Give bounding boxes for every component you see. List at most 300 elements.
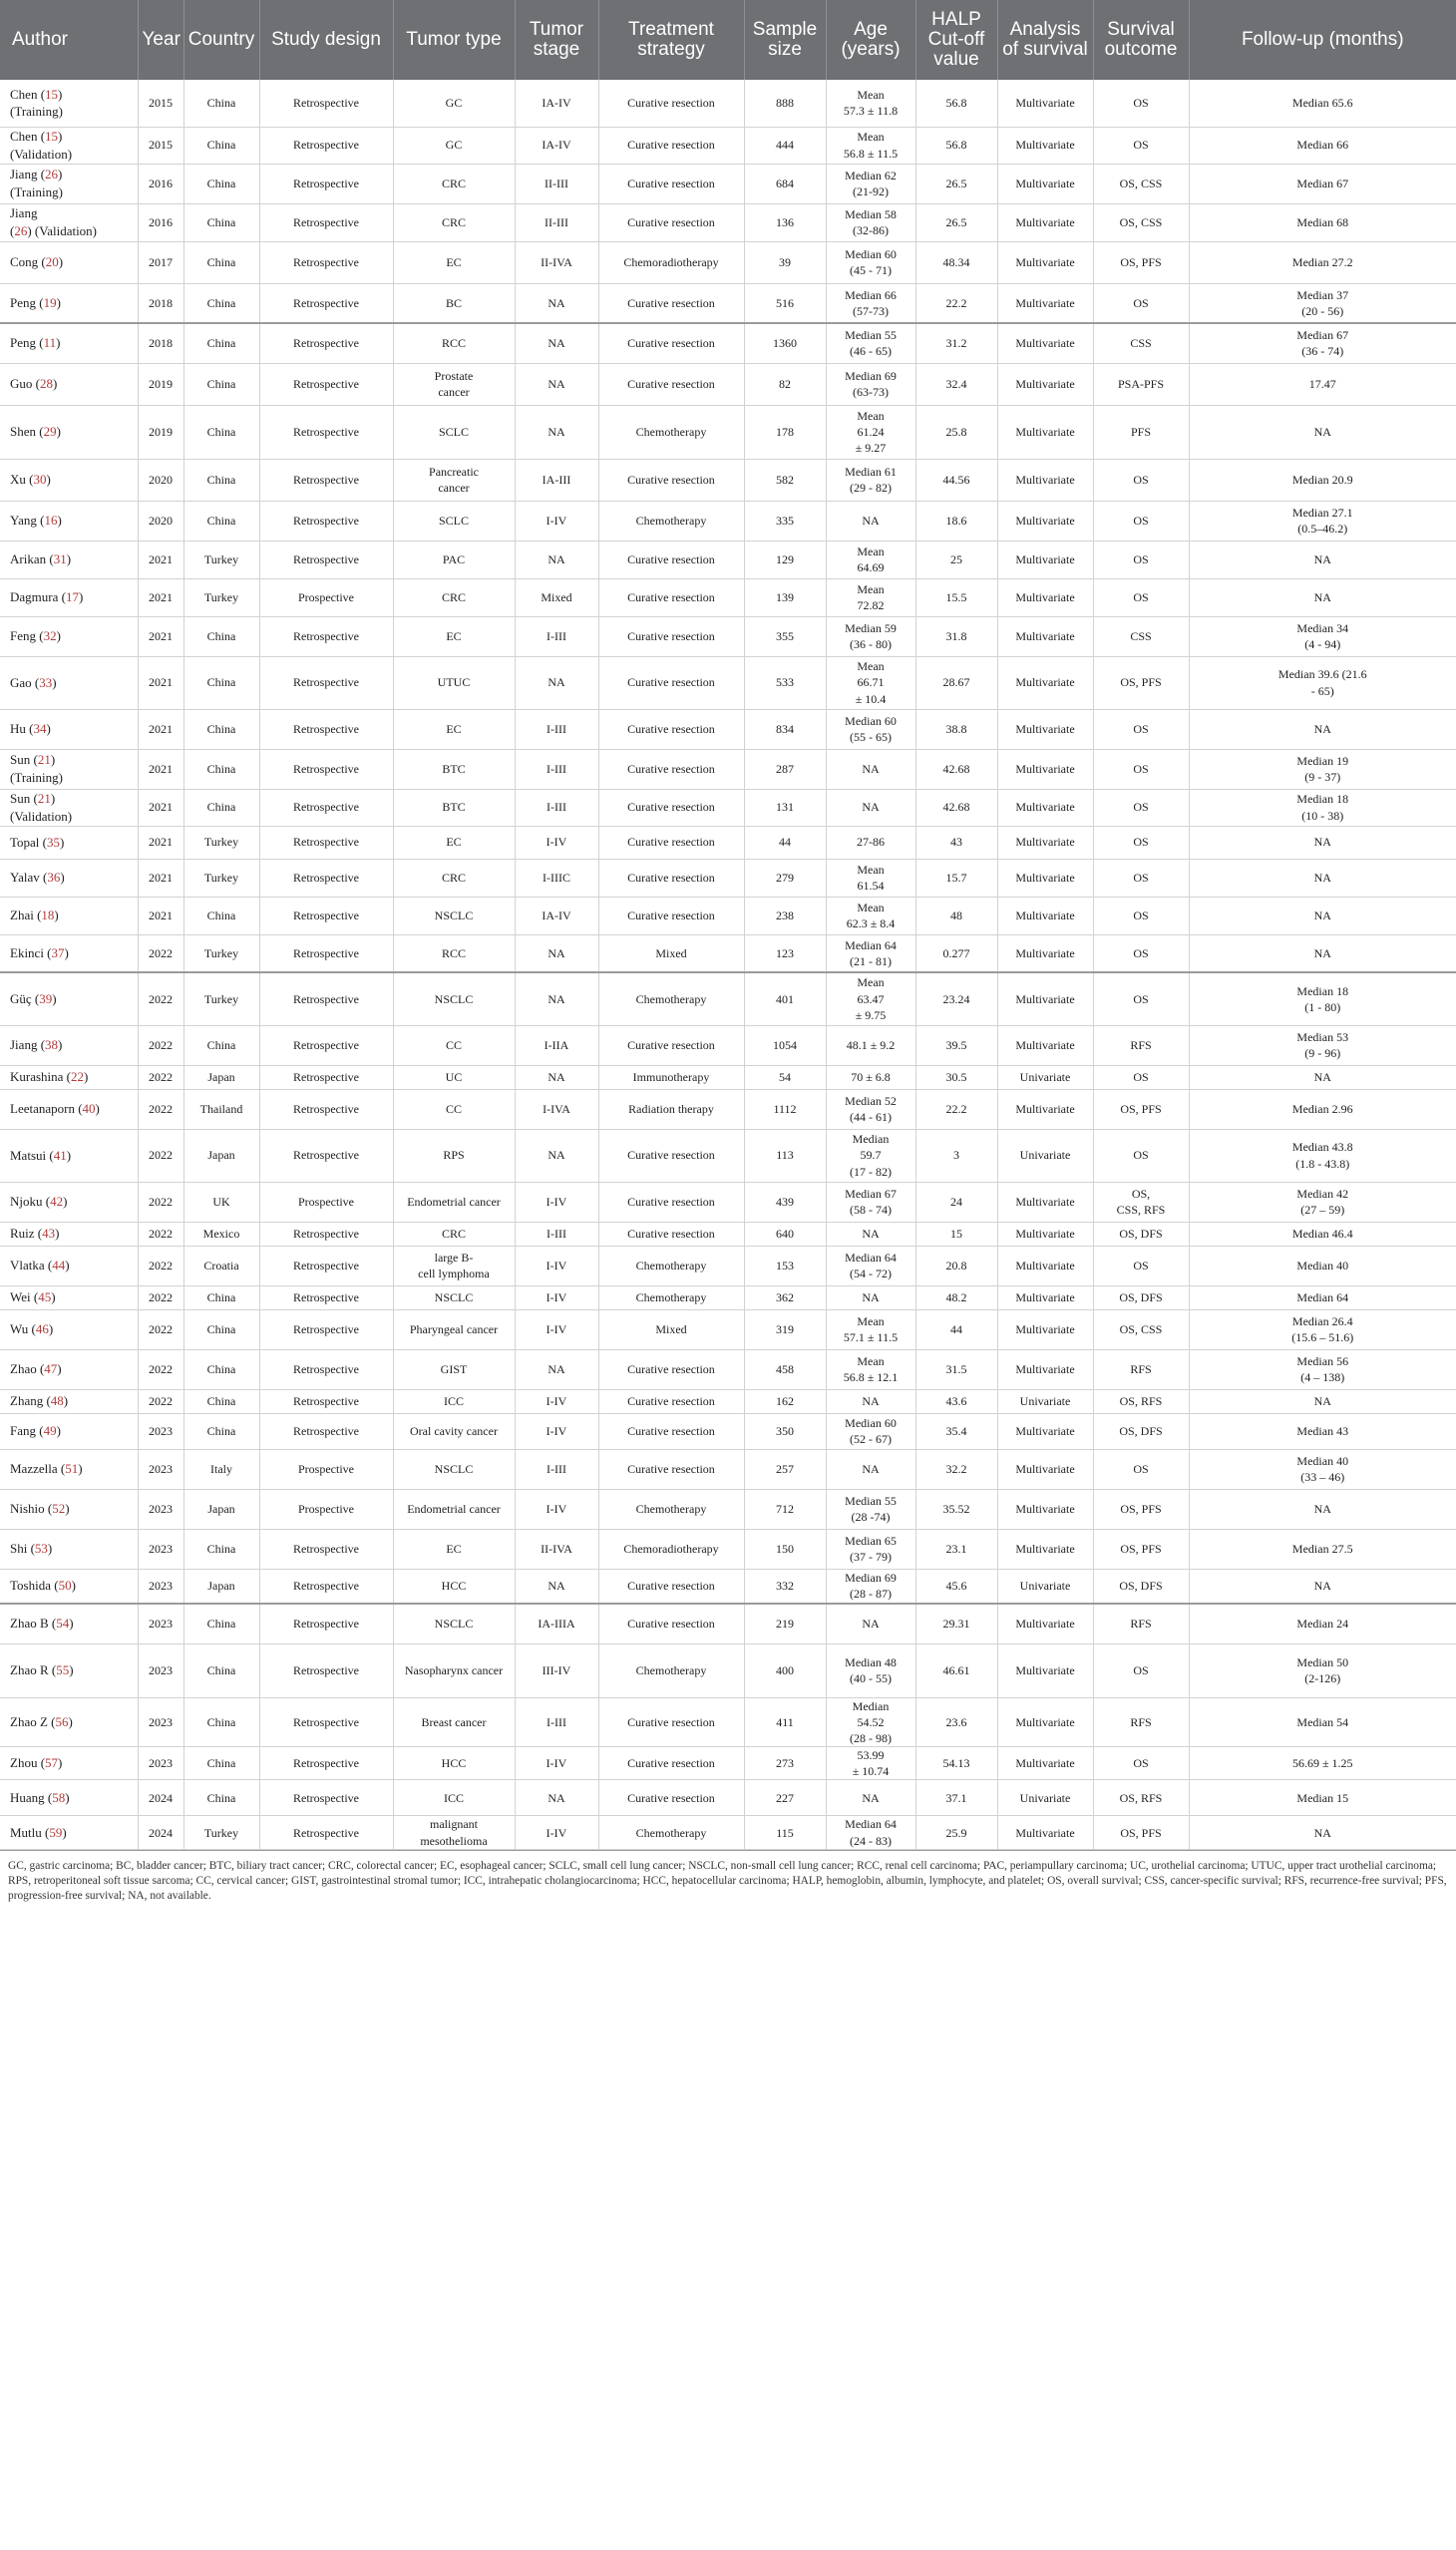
design-cell: Retrospective (259, 127, 393, 164)
n-cell: 834 (744, 709, 826, 749)
table-row (0, 283, 1456, 323)
author-cell: Zhao R (55) (0, 1643, 138, 1697)
stage-cell: NA (515, 323, 598, 363)
table-row (0, 578, 1456, 616)
outcome-cell: OS (1093, 934, 1189, 972)
outcome-cell: OS (1093, 709, 1189, 749)
table-footnote: GC, gastric carcinoma; BC, bladder cancer; BTC, biliary tract cancer; CRC, colorectal cancer; EC, esophageal cancer; SCLC, small cell lung cancer; NSCLC, non-small cell lung cancer; RCC, renal cell carcinoma; PAC, periampullary carcinoma; UC, urothelial carcinoma; UTUC, upper tract urothelial carcinoma; RPS, retroperitoneal soft tissue sarcoma; CC, cervical cancer; GIST, gastrointestinal stromal tumor; ICC, intrahepatic cholangiocarcinoma; HCC, hepatocellular carcinoma; HALP, hemoglobin, albumin, lymphocyte, and platelet; OS, overall survival; CSS, cancer-specific survival; RFS, recurrence-free survival; PFS, progression-free survival; NA, not available. (0, 1850, 1456, 1904)
design-cell: Retrospective (259, 1065, 393, 1089)
table-row (0, 1643, 1456, 1697)
reference-link[interactable]: 29 (43, 424, 57, 440)
analysis-cell: Multivariate (997, 749, 1093, 789)
outcome-cell: OS (1093, 80, 1189, 127)
treatment-cell: Curative resection (598, 1222, 744, 1246)
age-cell: Median 60 (52 - 67) (826, 1413, 915, 1449)
analysis-cell: Multivariate (997, 203, 1093, 241)
design-cell: Retrospective (259, 1089, 393, 1129)
tumor-cell: malignant mesothelioma (393, 1816, 515, 1849)
followup-cell: Median 27.2 (1189, 241, 1456, 283)
reference-link[interactable]: 39 (39, 990, 53, 1006)
stage-cell: I-IIIC (515, 859, 598, 897)
reference-link[interactable]: 46 (35, 1321, 49, 1337)
col-header: Author (0, 0, 138, 80)
reference-link[interactable]: 47 (44, 1361, 58, 1377)
table-row (0, 203, 1456, 241)
analysis-cell: Multivariate (997, 1747, 1093, 1780)
author-cell: Chen (15) (Validation) (0, 127, 138, 164)
followup-cell: NA (1189, 1065, 1456, 1089)
analysis-cell: Multivariate (997, 1604, 1093, 1643)
treatment-cell: Curative resection (598, 1780, 744, 1816)
n-cell: 257 (744, 1449, 826, 1489)
reference-link[interactable]: 40 (82, 1101, 96, 1117)
country-cell: China (183, 1604, 259, 1643)
halp-cell: 26.5 (915, 203, 997, 241)
halp-cell: 31.8 (915, 616, 997, 656)
design-cell: Retrospective (259, 1349, 393, 1389)
col-header: Age (years) (826, 0, 915, 80)
outcome-cell: OS, PFS (1093, 1089, 1189, 1129)
country-cell: Turkey (183, 859, 259, 897)
design-cell: Retrospective (259, 541, 393, 578)
tumor-cell: ICC (393, 1389, 515, 1413)
analysis-cell: Multivariate (997, 1413, 1093, 1449)
stage-cell: II-III (515, 203, 598, 241)
age-cell: Mean 64.69 (826, 541, 915, 578)
reference-link[interactable]: 36 (47, 870, 61, 886)
tumor-cell: CC (393, 1025, 515, 1065)
tumor-cell: CRC (393, 203, 515, 241)
author-cell: Zhang (48) (0, 1389, 138, 1413)
country-cell: Turkey (183, 972, 259, 1025)
treatment-cell: Curative resection (598, 283, 744, 323)
tumor-cell: GC (393, 127, 515, 164)
halp-cell: 3 (915, 1129, 997, 1182)
author-cell: Mutlu (59) (0, 1816, 138, 1849)
reference-link[interactable]: 45 (38, 1289, 52, 1305)
stage-cell: I-III (515, 1449, 598, 1489)
n-cell: 888 (744, 80, 826, 127)
reference-link[interactable]: 26 (45, 167, 59, 182)
age-cell: Median 59 (36 - 80) (826, 616, 915, 656)
tumor-cell: Prostate cancer (393, 363, 515, 405)
analysis-cell: Multivariate (997, 323, 1093, 363)
tumor-cell: EC (393, 616, 515, 656)
n-cell: 439 (744, 1182, 826, 1222)
reference-link[interactable]: 58 (52, 1790, 66, 1806)
design-cell: Retrospective (259, 749, 393, 789)
table-row (0, 1489, 1456, 1529)
table-row (0, 501, 1456, 541)
analysis-cell: Multivariate (997, 789, 1093, 826)
stage-cell: I-IV (515, 1246, 598, 1285)
followup-cell: NA (1189, 826, 1456, 859)
tumor-cell: HCC (393, 1747, 515, 1780)
treatment-cell: Curative resection (598, 1182, 744, 1222)
reference-link[interactable]: 51 (65, 1461, 79, 1477)
country-cell: UK (183, 1182, 259, 1222)
treatment-cell: Chemoradiotherapy (598, 241, 744, 283)
n-cell: 400 (744, 1643, 826, 1697)
design-cell: Retrospective (259, 164, 393, 203)
author-cell: Matsui (41) (0, 1129, 138, 1182)
n-cell: 219 (744, 1604, 826, 1643)
followup-cell: NA (1189, 1489, 1456, 1529)
n-cell: 355 (744, 616, 826, 656)
stage-cell: NA (515, 656, 598, 709)
year-cell: 2021 (138, 826, 183, 859)
year-cell: 2021 (138, 749, 183, 789)
reference-link[interactable]: 15 (45, 128, 59, 144)
country-cell: Turkey (183, 1816, 259, 1849)
col-header: Tumor type (393, 0, 515, 80)
analysis-cell: Univariate (997, 1569, 1093, 1604)
table-row (0, 1529, 1456, 1569)
outcome-cell: OS, DFS (1093, 1285, 1189, 1309)
country-cell: China (183, 749, 259, 789)
design-cell: Retrospective (259, 1780, 393, 1816)
outcome-cell: CSS (1093, 323, 1189, 363)
treatment-cell: Curative resection (598, 1129, 744, 1182)
year-cell: 2023 (138, 1413, 183, 1449)
author-cell: Zhao B (54) (0, 1604, 138, 1643)
age-cell: Median 61 (29 - 82) (826, 459, 915, 501)
reference-link[interactable]: 32 (43, 628, 57, 644)
reference-link[interactable]: 35 (47, 834, 60, 850)
table-row (0, 241, 1456, 283)
design-cell: Retrospective (259, 1389, 393, 1413)
reference-link[interactable]: 41 (53, 1147, 67, 1163)
author-cell: Zhao (47) (0, 1349, 138, 1389)
treatment-cell: Chemotherapy (598, 405, 744, 459)
year-cell: 2015 (138, 127, 183, 164)
halp-cell: 25.9 (915, 1816, 997, 1849)
year-cell: 2022 (138, 1129, 183, 1182)
table-row (0, 1413, 1456, 1449)
reference-link[interactable]: 17 (65, 589, 79, 605)
age-cell: Median 60 (45 - 71) (826, 241, 915, 283)
design-cell: Retrospective (259, 501, 393, 541)
stage-cell: NA (515, 1065, 598, 1089)
country-cell: China (183, 323, 259, 363)
table-row (0, 1222, 1456, 1246)
reference-link[interactable]: 30 (33, 472, 47, 488)
design-cell: Prospective (259, 578, 393, 616)
country-cell: China (183, 203, 259, 241)
reference-link[interactable]: 52 (52, 1501, 66, 1517)
table-row (0, 363, 1456, 405)
reference-link[interactable]: 18 (41, 908, 55, 923)
design-cell: Retrospective (259, 1569, 393, 1604)
outcome-cell: OS, CSS, RFS (1093, 1182, 1189, 1222)
reference-link[interactable]: 50 (58, 1578, 72, 1594)
reference-link[interactable]: 48 (50, 1393, 64, 1409)
n-cell: 1112 (744, 1089, 826, 1129)
author-cell: Gao (33) (0, 656, 138, 709)
followup-cell: Median 18 (10 - 38) (1189, 789, 1456, 826)
reference-link[interactable]: 11 (43, 335, 57, 351)
reference-link[interactable]: 57 (45, 1755, 59, 1771)
tumor-cell: NSCLC (393, 1285, 515, 1309)
reference-link[interactable]: 21 (37, 790, 51, 806)
age-cell: NA (826, 1449, 915, 1489)
followup-cell: Median 43 (1189, 1413, 1456, 1449)
year-cell: 2022 (138, 1222, 183, 1246)
followup-cell: Median 34 (4 - 94) (1189, 616, 1456, 656)
table-body (0, 80, 1456, 1849)
tumor-cell: BTC (393, 789, 515, 826)
n-cell: 684 (744, 164, 826, 203)
reference-link[interactable]: 19 (43, 294, 57, 310)
design-cell: Retrospective (259, 897, 393, 934)
table-row (0, 459, 1456, 501)
outcome-cell: OS, DFS (1093, 1569, 1189, 1604)
outcome-cell: OS, CSS (1093, 164, 1189, 203)
col-header: Tumor stage (515, 0, 598, 80)
followup-cell: Median 18 (1 - 80) (1189, 972, 1456, 1025)
col-header: HALP Cut-off value (915, 0, 997, 80)
author-cell: Sun (21) (Validation) (0, 789, 138, 826)
table-row (0, 1697, 1456, 1747)
reference-link[interactable]: 20 (45, 254, 59, 270)
analysis-cell: Multivariate (997, 127, 1093, 164)
analysis-cell: Multivariate (997, 1182, 1093, 1222)
treatment-cell: Chemotherapy (598, 1489, 744, 1529)
design-cell: Retrospective (259, 826, 393, 859)
design-cell: Retrospective (259, 323, 393, 363)
design-cell: Retrospective (259, 241, 393, 283)
treatment-cell: Chemotherapy (598, 1285, 744, 1309)
analysis-cell: Multivariate (997, 826, 1093, 859)
n-cell: 238 (744, 897, 826, 934)
analysis-cell: Multivariate (997, 1222, 1093, 1246)
author-cell: Jiang (38) (0, 1025, 138, 1065)
reference-link[interactable]: 34 (33, 721, 47, 737)
followup-cell: Median 20.9 (1189, 459, 1456, 501)
table-row (0, 405, 1456, 459)
halp-cell: 56.8 (915, 127, 997, 164)
n-cell: 582 (744, 459, 826, 501)
table-row (0, 1025, 1456, 1065)
stage-cell: NA (515, 934, 598, 972)
country-cell: Turkey (183, 578, 259, 616)
table-row (0, 1747, 1456, 1780)
analysis-cell: Multivariate (997, 283, 1093, 323)
author-cell: Wei (45) (0, 1285, 138, 1309)
age-cell: Median 55 (28 -74) (826, 1489, 915, 1529)
year-cell: 2021 (138, 578, 183, 616)
halp-cell: 25.8 (915, 405, 997, 459)
followup-cell: Median 53 (9 - 96) (1189, 1025, 1456, 1065)
analysis-cell: Univariate (997, 1389, 1093, 1413)
design-cell: Retrospective (259, 972, 393, 1025)
outcome-cell: OS (1093, 578, 1189, 616)
age-cell: Mean 56.8 ± 11.5 (826, 127, 915, 164)
stage-cell: NA (515, 283, 598, 323)
table-row (0, 1449, 1456, 1489)
stage-cell: I-III (515, 749, 598, 789)
followup-cell: 56.69 ± 1.25 (1189, 1747, 1456, 1780)
analysis-cell: Multivariate (997, 1309, 1093, 1349)
author-cell: Hu (34) (0, 709, 138, 749)
treatment-cell: Curative resection (598, 1389, 744, 1413)
reference-link[interactable]: 49 (43, 1423, 57, 1439)
analysis-cell: Multivariate (997, 897, 1093, 934)
followup-cell: Median 67 (36 - 74) (1189, 323, 1456, 363)
analysis-cell: Multivariate (997, 241, 1093, 283)
age-cell: Mean 56.8 ± 12.1 (826, 1349, 915, 1389)
halp-cell: 22.2 (915, 1089, 997, 1129)
author-cell: Topal (35) (0, 826, 138, 859)
age-cell: Mean 57.3 ± 11.8 (826, 80, 915, 127)
tumor-cell: UTUC (393, 656, 515, 709)
outcome-cell: OS (1093, 1129, 1189, 1182)
analysis-cell: Multivariate (997, 459, 1093, 501)
analysis-cell: Univariate (997, 1129, 1093, 1182)
followup-cell: Median 27.1 (0.5–46.2) (1189, 501, 1456, 541)
stage-cell: I-IV (515, 1182, 598, 1222)
halp-cell: 23.24 (915, 972, 997, 1025)
reference-link[interactable]: 37 (51, 944, 65, 960)
author-cell: Sun (21) (Training) (0, 749, 138, 789)
table-row (0, 1816, 1456, 1849)
reference-link[interactable]: 26 (14, 223, 28, 238)
country-cell: China (183, 616, 259, 656)
tumor-cell: BTC (393, 749, 515, 789)
year-cell: 2022 (138, 1246, 183, 1285)
table-row (0, 749, 1456, 789)
reference-link[interactable]: 33 (39, 674, 53, 690)
author-cell: Huang (58) (0, 1780, 138, 1816)
treatment-cell: Curative resection (598, 164, 744, 203)
outcome-cell: OS (1093, 459, 1189, 501)
author-cell: Ruiz (43) (0, 1222, 138, 1246)
treatment-cell: Curative resection (598, 1569, 744, 1604)
halp-cell: 42.68 (915, 789, 997, 826)
age-cell: NA (826, 1604, 915, 1643)
tumor-cell: Pancreatic cancer (393, 459, 515, 501)
outcome-cell: OS (1093, 127, 1189, 164)
reference-link[interactable]: 31 (53, 551, 67, 567)
country-cell: China (183, 1780, 259, 1816)
stage-cell: NA (515, 1349, 598, 1389)
reference-link[interactable]: 38 (45, 1037, 59, 1053)
n-cell: 335 (744, 501, 826, 541)
outcome-cell: OS, PFS (1093, 1529, 1189, 1569)
year-cell: 2023 (138, 1569, 183, 1604)
reference-link[interactable]: 44 (52, 1258, 66, 1274)
n-cell: 458 (744, 1349, 826, 1389)
analysis-cell: Multivariate (997, 934, 1093, 972)
country-cell: China (183, 80, 259, 127)
followup-cell: NA (1189, 578, 1456, 616)
stage-cell: I-IV (515, 1309, 598, 1349)
halp-cell: 44 (915, 1309, 997, 1349)
author-cell: Vlatka (44) (0, 1246, 138, 1285)
reference-link[interactable]: 56 (55, 1714, 69, 1729)
treatment-cell: Curative resection (598, 789, 744, 826)
halp-cell: 32.2 (915, 1449, 997, 1489)
reference-link[interactable]: 59 (49, 1824, 63, 1840)
n-cell: 533 (744, 656, 826, 709)
year-cell: 2020 (138, 501, 183, 541)
age-cell: Median 64 (21 - 81) (826, 934, 915, 972)
reference-link[interactable]: 54 (56, 1616, 70, 1632)
author-cell: Njoku (42) (0, 1182, 138, 1222)
followup-cell: Median 24 (1189, 1604, 1456, 1643)
year-cell: 2024 (138, 1780, 183, 1816)
author-cell: Yang (16) (0, 501, 138, 541)
halp-cell: 44.56 (915, 459, 997, 501)
age-cell: Mean 61.24 ± 9.27 (826, 405, 915, 459)
reference-link[interactable]: 53 (34, 1541, 48, 1557)
year-cell: 2022 (138, 1389, 183, 1413)
halp-cell: 31.5 (915, 1349, 997, 1389)
country-cell: China (183, 709, 259, 749)
table-row (0, 709, 1456, 749)
n-cell: 1054 (744, 1025, 826, 1065)
outcome-cell: RFS (1093, 1604, 1189, 1643)
n-cell: 273 (744, 1747, 826, 1780)
reference-link[interactable]: 15 (45, 86, 59, 102)
treatment-cell: Curative resection (598, 616, 744, 656)
reference-link[interactable]: 28 (39, 376, 53, 392)
age-cell: Mean 57.1 ± 11.5 (826, 1309, 915, 1349)
year-cell: 2023 (138, 1449, 183, 1489)
halp-cell: 35.4 (915, 1413, 997, 1449)
n-cell: 1360 (744, 323, 826, 363)
year-cell: 2016 (138, 203, 183, 241)
age-cell: 48.1 ± 9.2 (826, 1025, 915, 1065)
reference-link[interactable]: 42 (50, 1194, 64, 1210)
reference-link[interactable]: 22 (71, 1069, 85, 1085)
country-cell: Japan (183, 1129, 259, 1182)
tumor-cell: PAC (393, 541, 515, 578)
reference-link[interactable]: 16 (44, 513, 58, 529)
stage-cell: I-IV (515, 1747, 598, 1780)
followup-cell: Median 50 (2-126) (1189, 1643, 1456, 1697)
year-cell: 2021 (138, 789, 183, 826)
stage-cell: I-IV (515, 1489, 598, 1529)
tumor-cell: Pharyngeal cancer (393, 1309, 515, 1349)
year-cell: 2023 (138, 1529, 183, 1569)
halp-cell: 48.34 (915, 241, 997, 283)
design-cell: Retrospective (259, 1025, 393, 1065)
year-cell: 2019 (138, 363, 183, 405)
followup-cell: Median 43.8 (1.8 - 43.8) (1189, 1129, 1456, 1182)
stage-cell: II-III (515, 164, 598, 203)
age-cell: Median 58 (32-86) (826, 203, 915, 241)
followup-cell: Median 19 (9 - 37) (1189, 749, 1456, 789)
n-cell: 712 (744, 1489, 826, 1529)
reference-link[interactable]: 55 (56, 1662, 70, 1678)
country-cell: China (183, 1309, 259, 1349)
tumor-cell: CRC (393, 164, 515, 203)
halp-cell: 42.68 (915, 749, 997, 789)
halp-cell: 30.5 (915, 1065, 997, 1089)
outcome-cell: OS (1093, 501, 1189, 541)
year-cell: 2019 (138, 405, 183, 459)
analysis-cell: Multivariate (997, 1025, 1093, 1065)
reference-link[interactable]: 43 (42, 1226, 56, 1242)
n-cell: 332 (744, 1569, 826, 1604)
stage-cell: I-IV (515, 1413, 598, 1449)
tumor-cell: BC (393, 283, 515, 323)
outcome-cell: PFS (1093, 405, 1189, 459)
halp-cell: 15 (915, 1222, 997, 1246)
halp-cell: 24 (915, 1182, 997, 1222)
reference-link[interactable]: 21 (37, 752, 51, 768)
